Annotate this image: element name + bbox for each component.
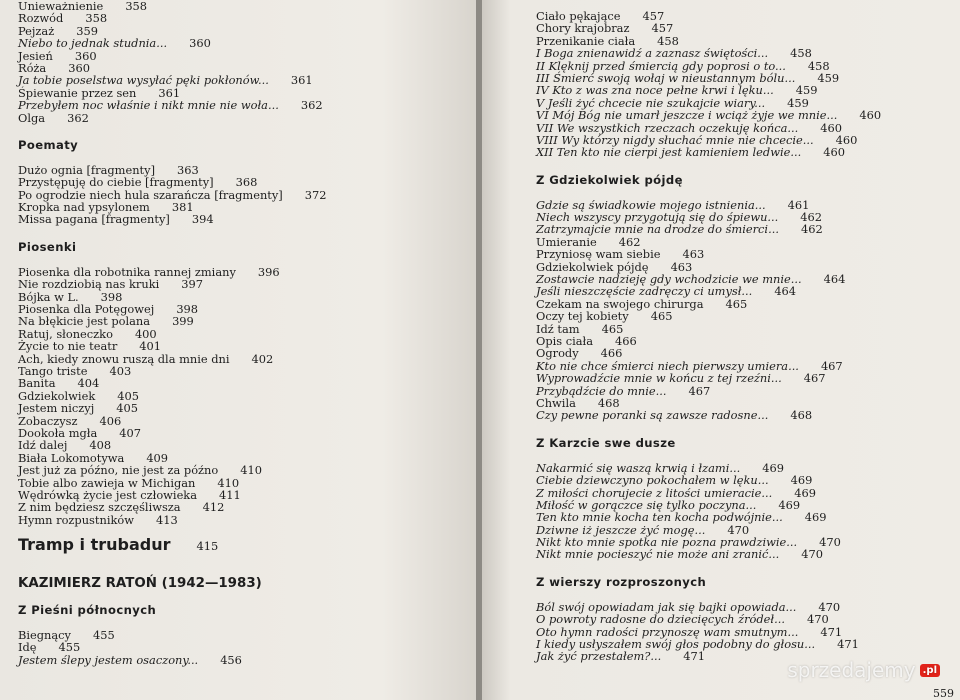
toc-entry-title: Bójka w L.	[18, 289, 79, 304]
toc-entry	[536, 223, 946, 235]
toc-entry-title: Wędrówką życie jest człowieka	[18, 487, 198, 502]
toc-entry-title: Czekam na swojego chirurga	[536, 296, 704, 311]
toc-entry-page: 413	[155, 512, 178, 527]
entry-list-karzcie	[536, 462, 946, 561]
toc-entry-page: 465	[601, 321, 624, 336]
toc-entry-page: 411	[219, 487, 241, 502]
toc-entry-title: Dużo ognia [fragmenty]	[18, 162, 156, 177]
toc-entry-page: 372	[304, 187, 327, 202]
toc-entry-page: 362	[67, 110, 89, 125]
toc-entry-title: Na błękicie jest polana	[18, 314, 151, 329]
toc-entry-title: Nie rozdziobią nas kruki	[18, 277, 160, 292]
watermark-logo	[787, 658, 940, 682]
toc-entry	[536, 613, 946, 625]
toc-entry-title: Piosenka dla robotnika rannej zmiany	[18, 264, 236, 279]
toc-entry-page: 404	[77, 376, 100, 391]
toc-entry-title: Nikt kto mnie spotka nie pozna prawdziwie...	[536, 535, 798, 550]
toc-entry-page: 403	[109, 363, 132, 378]
toc-entry	[18, 74, 458, 86]
toc-entry-title: Pejzaż	[18, 23, 55, 38]
toc-entry-page: 469	[790, 473, 813, 488]
toc-entry-page: 462	[800, 210, 823, 225]
toc-entry-title: Kropka nad ypsylonem	[18, 200, 150, 215]
toc-entry-title: Missa pagana [fragmenty]	[18, 212, 170, 227]
toc-entry-title: IV Kto z was zna noce pełne krwi i lęku...	[536, 83, 774, 98]
toc-entry-page: 455	[58, 640, 81, 655]
toc-entry-title: V Jeśli żyć chcecie nie szukajcie wiary...	[536, 95, 766, 110]
toc-entry	[18, 112, 458, 124]
toc-entry-title: Oto hymn radości przynoszę wam smutnym...	[536, 624, 799, 639]
toc-entry-title: Idź tam	[536, 321, 580, 336]
toc-entry-page: 360	[68, 60, 90, 75]
toc-entry	[18, 439, 458, 451]
toc-entry-title: Ciało pękające	[536, 9, 621, 23]
toc-entry-page: 407	[119, 425, 142, 440]
toc-entry-page: 471	[820, 624, 843, 639]
toc-entry-title: Chory krajobraz	[536, 21, 630, 36]
toc-entry-title: Zobaczysz	[18, 413, 78, 428]
toc-entry-page: 358	[125, 0, 148, 13]
toc-entry-page: 397	[181, 277, 203, 292]
toc-entry-page: 468	[597, 395, 620, 410]
toc-entry-page: 459	[817, 70, 840, 85]
toc-entry-page: 410	[240, 463, 263, 478]
toc-entry	[536, 511, 946, 523]
toc-entry-page: 470	[819, 535, 841, 550]
toc-entry-title: Jesień	[18, 48, 53, 63]
toc-entry	[536, 310, 946, 322]
toc-entry-title: Ach, kiedy znowu ruszą dla mnie dni	[18, 351, 230, 366]
toc-entry	[18, 213, 458, 225]
toc-entry-title: I kiedy usłyszałem swój głos podobny do głosu...	[536, 637, 816, 652]
toc-entry	[536, 409, 946, 421]
toc-entry-page: 467	[820, 358, 843, 373]
toc-entry	[18, 402, 458, 414]
toc-entry-page: 457	[642, 9, 665, 23]
toc-entry-page: 396	[257, 264, 280, 279]
toc-entry-page: 464	[823, 272, 846, 287]
toc-entry-title: Ratuj, słoneczko	[18, 326, 113, 341]
toc-entry	[18, 464, 458, 476]
toc-entry-title: Ten kto mnie kocha ten kocha podwójnie...	[536, 510, 783, 525]
toc-entry-page: 400	[134, 326, 157, 341]
toc-entry-title: Nakarmić się waszą krwią i łzami...	[536, 460, 741, 475]
toc-entry-page: 469	[804, 510, 827, 525]
toc-entry-title: Wyprowadźcie mnie w końcu z tej rzeźni...	[536, 371, 782, 386]
entry-list-poematy	[18, 164, 458, 226]
toc-entry-title: Gdzie są świadkowie mojego istnienia...	[536, 197, 766, 212]
toc-entry-title: Rozwód	[18, 11, 64, 26]
toc-entry-title: Olga	[18, 110, 46, 125]
toc-entry-title: Chwila	[536, 395, 576, 410]
toc-entry-page: 394	[191, 212, 214, 227]
toc-entry-title: Gdziekolwiek	[18, 388, 96, 403]
toc-entry-title: Dookoła mgła	[18, 425, 98, 440]
toc-entry-title: Przybądźcie do mnie...	[536, 383, 667, 398]
toc-entry-title: Czy pewne poranki są zawsze radosne...	[536, 408, 769, 423]
toc-entry-page: 468	[790, 408, 813, 423]
toc-entry-page: 469	[762, 460, 784, 475]
toc-entry	[18, 315, 458, 327]
toc-entry-page: 467	[688, 383, 711, 398]
toc-entry-page: 361	[290, 73, 313, 88]
toc-entry-title: Tobie albo zawieja w Michigan	[18, 475, 196, 490]
toc-entry-title: VII We wszystkich rzeczach oczekuję końca...	[536, 120, 799, 135]
toc-entry-page: 465	[725, 296, 748, 311]
section-heading-gdziekolwiek: Z Gdziekolwiek pójdę	[536, 172, 683, 187]
entry-list-wierszy	[536, 601, 946, 663]
toc-entry	[18, 99, 458, 111]
toc-entry	[536, 474, 946, 486]
toc-entry-title: Umieranie	[536, 234, 597, 249]
entry-list-gdziekolwiek	[536, 199, 946, 422]
toc-entry-title: Ja tobie poselstwa wysyłać pęki pokłonów...	[18, 73, 269, 88]
right-column	[536, 10, 946, 663]
toc-entry-page: 368	[235, 175, 258, 190]
toc-entry-page: 361	[158, 85, 181, 100]
toc-entry-page: 470	[806, 612, 829, 627]
toc-entry-page: 460	[820, 120, 843, 135]
toc-entry	[536, 84, 946, 96]
toc-entry-title: Niebo to jednak studnia...	[18, 36, 168, 51]
toc-entry-page: 466	[615, 333, 637, 348]
toc-entry-page: 467	[803, 371, 826, 386]
section-heading-piosenki: Piosenki	[18, 239, 77, 254]
toc-entry	[18, 514, 458, 526]
section-heading-wierszy: Z wierszy rozproszonych	[536, 574, 707, 589]
toc-entry-page: 401	[139, 339, 162, 354]
toc-entry-page: 458	[807, 58, 830, 73]
toc-entry	[536, 323, 946, 335]
toc-entry-page: 465	[650, 309, 673, 324]
right-page	[482, 0, 960, 700]
toc-entry	[18, 340, 458, 352]
toc-entry-title: Piosenka dla Potęgowej	[18, 302, 155, 317]
toc-entry-page: 360	[74, 48, 97, 63]
toc-entry-title: Róża	[18, 60, 47, 75]
toc-entry-page: 398	[176, 302, 199, 317]
toc-entry-page: 460	[859, 108, 882, 123]
toc-entry-page: 462	[618, 234, 641, 249]
toc-entry-page: 402	[251, 351, 274, 366]
toc-entry-title: VI Mój Bóg nie umarł jeszcze i wciąż żyje we mnie...	[536, 108, 838, 123]
toc-entry-title: Jak żyć przestałem?...	[536, 649, 662, 664]
toc-entry	[536, 146, 946, 158]
toc-entry-title: II Klęknij przed śmiercią gdy poprosi o to...	[536, 58, 786, 73]
toc-entry-page: 471	[683, 649, 705, 664]
section-heading-piesni: Z Pieśni północnych	[18, 603, 157, 618]
toc-entry-page: 464	[774, 284, 797, 299]
toc-entry-title: Idź dalej	[18, 438, 68, 453]
toc-entry-title: Przyniosę wam siebie	[536, 247, 661, 262]
toc-entry-page: 458	[657, 33, 679, 48]
toc-entry	[536, 335, 946, 347]
toc-entry	[536, 109, 946, 121]
left-page	[0, 0, 478, 700]
toc-entry-page: 457	[651, 21, 674, 36]
section-heading-karzcie: Z Karzcie swe dusze	[536, 435, 676, 450]
toc-entry-title: Jestem niczyj	[18, 401, 95, 416]
toc-entry-title: Jeśli nieszczęście zadręczy ci umysł...	[536, 284, 753, 299]
toc-entry-page: 470	[727, 522, 750, 537]
toc-entry	[536, 47, 946, 59]
toc-entry-title: Dziwne iż jeszcze żyć mogę...	[536, 522, 706, 537]
toc-entry-page: 463	[670, 259, 693, 274]
toc-entry	[18, 278, 458, 290]
toc-entry-page: 409	[146, 450, 169, 465]
toc-entry-page: 362	[300, 98, 323, 113]
toc-entry-page: 405	[117, 388, 139, 403]
toc-entry-page: 469	[794, 485, 816, 500]
toc-entry	[18, 629, 458, 641]
toc-entry-title: Ciebie dziewczyno pokochałem w lęku...	[536, 473, 769, 488]
toc-entry-title: Ból swój opowiadam jak się bajki opowiada...	[536, 599, 797, 614]
toc-entry	[18, 501, 458, 513]
toc-entry-page: 469	[778, 497, 801, 512]
toc-entry-title: Z nim będziesz szczęśliwsza	[18, 500, 181, 515]
toc-entry-title: Biegnący	[18, 628, 71, 643]
toc-entry-page: 408	[89, 438, 112, 453]
toc-entry	[536, 285, 946, 297]
toc-entry-page: 398	[100, 289, 123, 304]
left-column	[18, 0, 458, 666]
toc-entry-title: Ogrody	[536, 346, 579, 361]
toc-entry-page: 399	[172, 314, 194, 329]
toc-entry-title: Śpiewanie przez sen	[18, 85, 137, 100]
toc-entry	[18, 377, 458, 389]
toc-entry-title: Kto nie chce śmierci niech pierwszy umiera...	[536, 358, 799, 373]
toc-entry-title: Życie to nie teatr	[18, 339, 118, 354]
toc-entry	[18, 176, 458, 188]
toc-entry-title: XII Ten kto nie cierpi jest kamieniem ledwie...	[536, 145, 802, 160]
toc-entry-title: Oczy tej kobiety	[536, 309, 629, 324]
toc-entry-page: 410	[217, 475, 240, 490]
toc-entry-page: 358	[85, 11, 108, 26]
section-heading-poematy: Poematy	[18, 137, 79, 152]
toc-entry-page: 456	[220, 652, 242, 667]
toc-entry-title: Z miłości chorujecie z litości umieracie...	[536, 485, 773, 500]
watermark-badge: .pl	[920, 664, 940, 677]
toc-entry	[18, 37, 458, 49]
toc-entry-title: Miłość w gorączce się tylko poczyna...	[536, 497, 757, 512]
toc-entry-page: 460	[823, 145, 845, 160]
toc-entry-title: Biała Lokomotywa	[18, 450, 125, 465]
toc-entry	[536, 347, 946, 359]
toc-entry	[536, 248, 946, 260]
toc-entry	[536, 372, 946, 384]
toc-entry-title: III Śmierć swoją wołaj w nieustannym bólu...	[536, 70, 796, 85]
toc-entry-title: VIII Wy którzy nigdy słuchać mnie nie chcecie...	[536, 132, 814, 147]
watermark-text: sprzedajemy	[787, 658, 916, 682]
entry-list-piosenki	[18, 266, 458, 526]
toc-entry-page: 359	[76, 23, 98, 38]
toc-entry-page: 412	[202, 500, 225, 515]
toc-entry	[18, 641, 458, 653]
big-title-text: Tramp i trubadur	[18, 535, 171, 555]
toc-entry	[18, 427, 458, 439]
toc-entry-title: Opis ciała	[536, 333, 594, 348]
toc-entry-title: Przenikanie ciała	[536, 33, 636, 48]
toc-entry-title: Banita	[18, 376, 56, 391]
toc-entry-page: 455	[93, 628, 115, 643]
toc-entry-title: Nikt mnie pocieszyć nie może ani zranić...	[536, 547, 780, 562]
toc-entry-page: 470	[818, 599, 841, 614]
toc-entry-page: 460	[835, 132, 858, 147]
entry-list-top-right	[536, 10, 946, 159]
page-number: 559	[933, 687, 954, 700]
toc-entry	[18, 654, 458, 666]
toc-entry-page: 466	[600, 346, 623, 361]
toc-entry-page: 360	[189, 36, 211, 51]
section-title-tramp	[18, 535, 458, 554]
toc-entry-title: Przebyłem noc właśnie i nikt mnie nie woła...	[18, 98, 279, 113]
toc-entry-title: Po ogrodzie niech hula szarańcza [fragmenty]	[18, 187, 283, 202]
toc-entry-title: Tango triste	[18, 363, 88, 378]
toc-entry-page: 406	[99, 413, 122, 428]
entry-list-piesni	[18, 629, 458, 666]
toc-entry-page: 471	[837, 637, 859, 652]
toc-entry-page: 459	[787, 95, 809, 110]
toc-entry	[18, 12, 458, 24]
toc-entry	[536, 22, 946, 34]
toc-entry-title: O powroty radosne do dziecięcych źródeł...	[536, 612, 785, 627]
toc-entry-page: 458	[790, 46, 812, 61]
toc-entry-title: I Boga znienawidź a zaznasz świętości...	[536, 46, 769, 61]
toc-entry-page: 470	[801, 547, 824, 562]
toc-entry-page: 363	[177, 162, 199, 177]
toc-entry-title: Zatrzymajcie mnie na drodze do śmierci...	[536, 222, 779, 237]
toc-entry-title: Hymn rozpustników	[18, 512, 134, 527]
toc-entry-title: Jestem ślepy jestem osaczony...	[18, 652, 199, 667]
entry-list-top	[18, 0, 458, 124]
toc-entry	[18, 0, 458, 12]
toc-entry-page: 462	[800, 222, 823, 237]
toc-entry-page: 381	[171, 200, 194, 215]
author-heading: KAZIMIERZ RATOŃ (1942—1983)	[18, 576, 262, 592]
toc-entry	[536, 548, 946, 560]
toc-entry-title: Unieważnienie	[18, 0, 104, 13]
toc-entry-page: 461	[787, 197, 810, 212]
toc-entry-title: Zostawcie nadzieję gdy wchodzicie we mnie...	[536, 272, 802, 287]
toc-entry-title: Gdziekolwiek pójdę	[536, 259, 649, 274]
toc-entry-title: Przystępuję do ciebie [fragmenty]	[18, 175, 214, 190]
toc-entry-title: Idę	[18, 640, 37, 655]
toc-entry-title: Jest już za późno, nie jest za późno	[18, 463, 219, 478]
big-title-page: 415	[196, 539, 219, 554]
toc-entry-title: Niech wszyscy przygotują się do śpiewu...	[536, 210, 779, 225]
toc-entry-page: 405	[116, 401, 138, 416]
toc-entry-page: 463	[682, 247, 705, 262]
toc-entry-page: 459	[795, 83, 818, 98]
